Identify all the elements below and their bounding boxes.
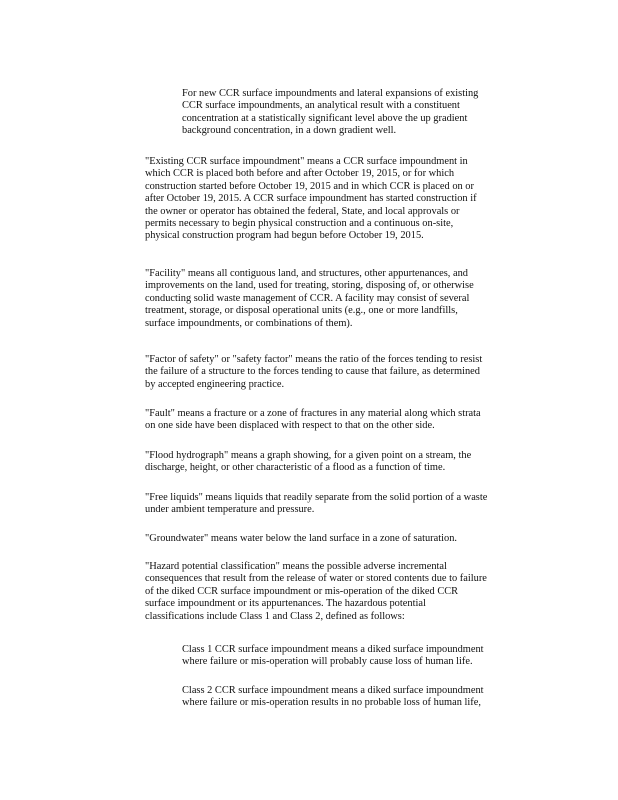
text-line: treatment, storage, or disposal operational units (e.g., one or more landfills, bbox=[145, 305, 458, 317]
text-line: conducting solid waste management of CCR. A facility may consist of several bbox=[145, 292, 470, 304]
definition-free-liquids bbox=[145, 492, 487, 517]
text-line: physical construction program had begun before October 19, 2015. bbox=[145, 230, 424, 242]
definition-fault bbox=[145, 408, 481, 433]
text-line: "Fault" means a fracture or a zone of fractures in any material along which strata bbox=[145, 408, 481, 419]
text-line: the failure of a structure to the forces tending to cause that failure, as determined bbox=[145, 366, 480, 378]
text-line: permits necessary to begin physical construction and a continuous on-site, bbox=[145, 218, 454, 230]
text-line: "Groundwater" means water below the land surface in a zone of saturation. bbox=[145, 533, 458, 544]
text-line: "Facility" means all contiguous land, and structures, other appurtenances, and bbox=[145, 268, 468, 279]
text-line: where failure or mis-operation will probably cause loss of human life. bbox=[182, 656, 473, 668]
text-line: by accepted engineering practice. bbox=[145, 378, 285, 390]
text-line: Class 1 CCR surface impoundment means a diked surface impoundment bbox=[182, 644, 484, 655]
text-line: classifications include Class 1 and Class 2, defined as follows: bbox=[145, 610, 405, 622]
text-line: background concentration, in a down gradient well. bbox=[182, 125, 397, 137]
text-line: "Factor of safety" or "safety factor" means the ratio of the forces tending to resist bbox=[145, 354, 483, 365]
text-line: For new CCR surface impoundments and lateral expansions of existing bbox=[182, 88, 479, 99]
text-line: consequences that result from the release of water or stored contents due to failure bbox=[145, 573, 487, 585]
text-line: concentration at a statistically significant level above the up gradient bbox=[182, 112, 468, 124]
text-line: CCR surface impoundments, an analytical result with a constituent bbox=[182, 100, 460, 112]
definition-flood-hydrograph bbox=[145, 450, 471, 475]
text-line: on one side have been displaced with respect to that on the other side. bbox=[145, 420, 435, 432]
paragraph-new-ccr-impoundments bbox=[182, 88, 478, 138]
class-1-ccr-surface-impoundment bbox=[182, 644, 484, 669]
text-line: improvements on the land, used for treating, storing, disposing of, or otherwise bbox=[145, 280, 474, 292]
text-line: "Existing CCR surface impoundment" means a CCR surface impoundment in bbox=[145, 156, 468, 167]
text-line: the owner or operator has obtained the federal, State, and local approvals or bbox=[145, 205, 460, 217]
text-line: "Flood hydrograph" means a graph showing, for a given point on a stream, the bbox=[145, 450, 472, 461]
text-line: "Free liquids" means liquids that readily separate from the solid portion of a waste bbox=[145, 492, 488, 503]
text-line: Class 2 CCR surface impoundment means a diked surface impoundment bbox=[182, 685, 484, 696]
class-2-ccr-surface-impoundment bbox=[182, 685, 484, 710]
definition-groundwater bbox=[145, 533, 457, 545]
text-line: surface impoundments, or combinations of them). bbox=[145, 317, 353, 329]
text-line: which CCR is placed both before and after October 19, 2015, or for which bbox=[145, 168, 455, 180]
text-line: of the diked CCR surface impoundment or mis-operation of the diked CCR bbox=[145, 585, 459, 597]
text-line: under ambient temperature and pressure. bbox=[145, 504, 315, 516]
text-line: after October 19, 2015. A CCR surface impoundment has started construction if bbox=[145, 193, 477, 205]
text-line: surface impoundment or its appurtenances. The hazardous potential bbox=[145, 598, 426, 610]
text-line: construction started before October 19, 2015 and in which CCR is placed on or bbox=[145, 180, 474, 192]
text-line: where failure or mis-operation results in no probable loss of human life, bbox=[182, 697, 481, 709]
definition-hazard-potential-classification bbox=[145, 561, 487, 623]
definition-facility bbox=[145, 268, 474, 330]
text-line: discharge, height, or other characteristic of a flood as a function of time. bbox=[145, 462, 446, 474]
text-line: "Hazard potential classification" means the possible adverse incremental bbox=[145, 561, 447, 572]
definition-existing-ccr-surface-impoundment bbox=[145, 156, 477, 243]
definition-factor-of-safety bbox=[145, 354, 482, 391]
